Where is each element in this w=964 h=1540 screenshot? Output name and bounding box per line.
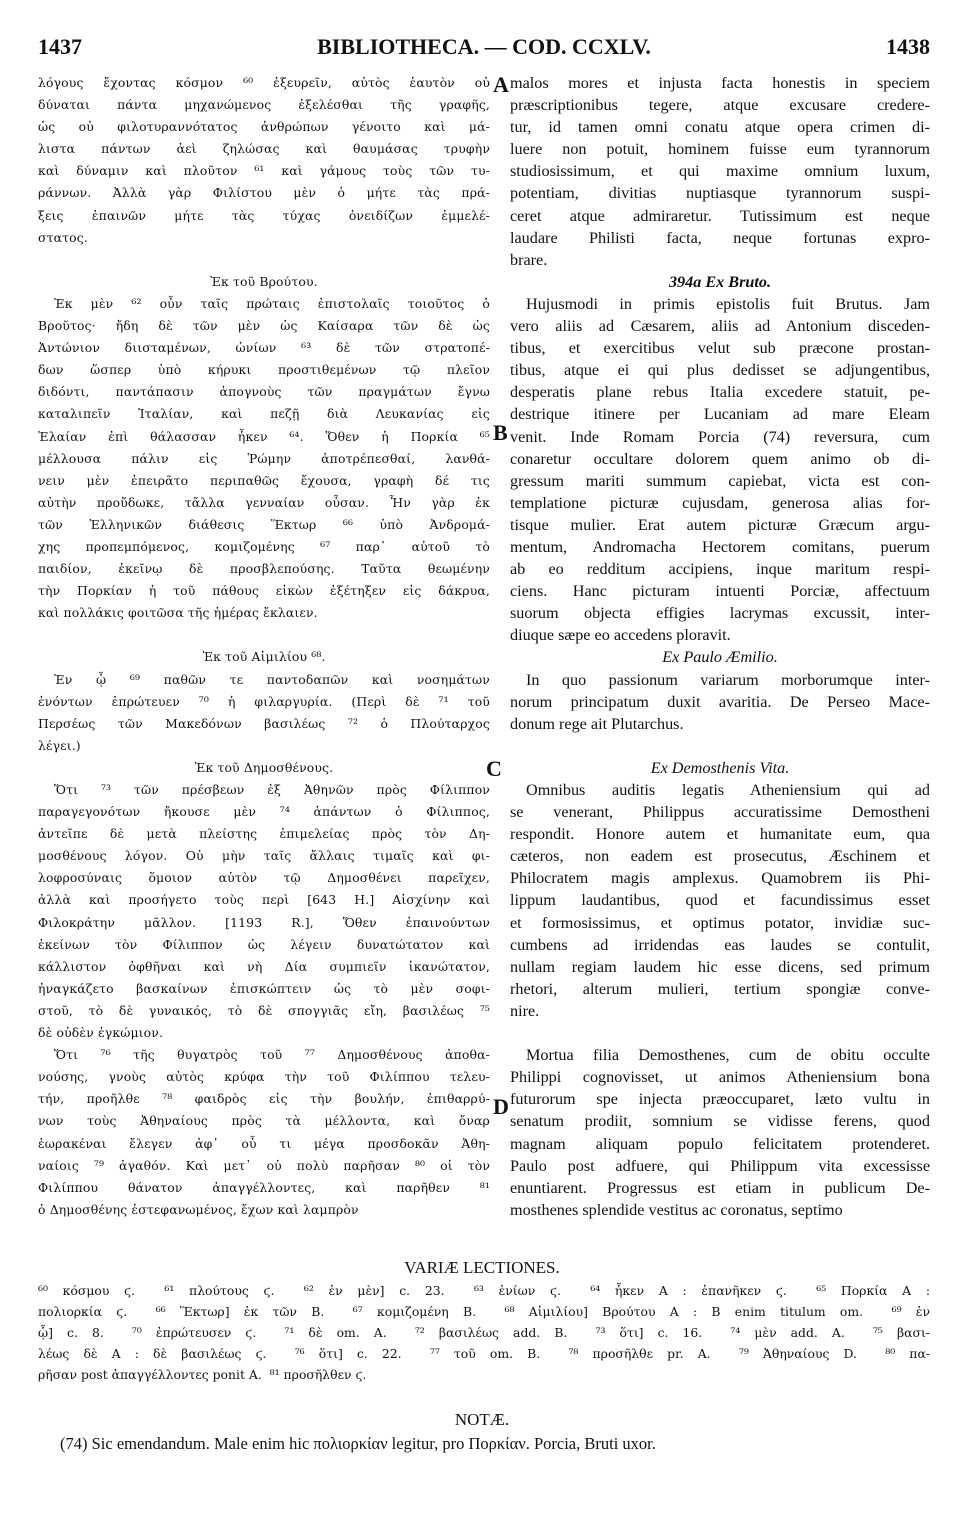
- latin-line: magnam aliquam populo felicitatem protenderet.: [510, 1134, 930, 1153]
- greek-line: Ἀντώνιον διισταμένων, ὠνίων ⁶³ δὲ τῶν στρατοπέ-: [38, 340, 490, 356]
- latin-line: præscriptionibus tegere, atque excusare credere-: [510, 96, 930, 115]
- greek-line: Ὅτι ⁷⁶ τῆς θυγατρὸς τοῦ ⁷⁷ Δημοσθένους ἀποθα-: [54, 1047, 490, 1063]
- latin-line: norum principatum duxit avaritia. De Perseo Mace-: [510, 692, 930, 711]
- greek-line: ἐκείνων τὸν Φίλιππον ὡς λέγειν δυνατώτατον καὶ: [38, 936, 490, 952]
- greek-line: νειν μὲν ἐπειρᾶτο περιπαθῶς ἔχουσα, γραφὴ δέ τις: [38, 472, 490, 488]
- latin-line: donum rege ait Plutarchus.: [510, 714, 684, 733]
- latin-line: Ex Paulo Æmilio.: [662, 648, 778, 667]
- latin-line: Ex Demosthenis Vita.: [650, 758, 790, 777]
- latin-line: senatum prodiit, somnium se vidisse ferens, quod: [510, 1112, 930, 1131]
- greek-line: Ἐκ τοῦ Βρούτου.: [210, 273, 318, 289]
- greek-line: τὴν Πορκίαν ἡ τοῦ πάθους εἰκὼν ἐξέτηξεν εἰς δάκρυα,: [38, 583, 490, 599]
- latin-line: mosthenes splendide vestitus ac coronatus, septimo: [510, 1200, 843, 1219]
- latin-line: cumbens ad irridendas eas laudes se contulit,: [510, 935, 930, 954]
- greek-line: στοῦ, τὸ δὲ γυναικός, τὸ δὲ σπογγιᾶς εἴη, βασιλέως ⁷⁵: [38, 1002, 490, 1018]
- greek-line: αὐτὴν προὔδωκε, τἄλλα γενναίαν οὖσαν. Ἦν γὰρ ἐκ: [38, 494, 490, 510]
- latin-line: [510, 1022, 930, 1044]
- greek-line: Ἐν ᾧ ⁶⁹ παθῶν τε παντοδαπῶν καὶ νοσημάτων: [54, 671, 490, 687]
- greek-line: Βροῦτος· ἤδη δὲ τῶν μὲν ὡς Καίσαρα τῶν δὲ ὡς: [38, 318, 490, 334]
- greek-line: λιστα πάντων ἀεὶ ζηλώσας καὶ θαυμάσας τρυφὴν: [38, 141, 490, 157]
- margin-marker-b: B: [493, 420, 508, 445]
- margin-marker-d: D: [493, 1094, 509, 1119]
- variae-lectiones-line: ᾧ] c. 8. ⁷⁰ ἐπρώτευσεν ϛ. ⁷¹ δὲ om. A. ⁷² βασιλέως add. B. ⁷³ ὅτι] c. 16. ⁷⁴ μὲν add. A. ⁷⁵ βασι-: [38, 1325, 930, 1340]
- greek-line: νούσης, γνοὺς αὐτὸς κρύφα τὴν τοῦ Φιλίππου τελευ-: [38, 1069, 490, 1085]
- latin-line: tisque mulier. Erat autem picturæ Græcum argu-: [510, 515, 930, 534]
- greek-line: παιδίον, ἐκεῖνῳ δὲ προσβλεπούσης. Ταῦτα θεωμένην: [38, 561, 490, 577]
- greek-line: Φιλοκράτην μᾶλλον. [1193 R.], Ὅθεν ἐπαινούντων: [38, 914, 490, 930]
- variae-lectiones-line: ⁶⁰ κόσμου ϛ. ⁶¹ πλούτους ϛ. ⁶² ἐν μὲν] c. 23. ⁶³ ἐνίων ϛ. ⁶⁴ ἧκεν A : ἐπανῆκεν ϛ. ⁶⁵ Πορκία A :: [38, 1283, 930, 1298]
- variae-lectiones-line: ρῆσαν post ἀπαγγέλλοντες ponit A. ⁸¹ προσῆλθεν ϛ.: [38, 1367, 367, 1382]
- running-title: BIBLIOTHECA. — COD. CCXLV.: [317, 34, 651, 59]
- greek-line: ὁ Δημοσθένης ἐστεφανωμένος, ἔχων καὶ λαμπρὸν: [38, 1201, 359, 1217]
- latin-line: Mortua filia Demosthenes, cum de obitu occulte: [526, 1046, 930, 1065]
- greek-line: ἀντεῖπε δὲ μετὰ πλείστης ἐπιμελείας πρὸς τὸν Δη-: [38, 826, 490, 842]
- greek-line: λέγει.): [38, 737, 81, 753]
- greek-line: Ἐκ τοῦ Αἰμιλίου ⁶⁸.: [202, 649, 326, 665]
- greek-line: καὶ πολλάκις φοιτῶσα τῆς ἡμέρας ἔκλαιεν.: [38, 605, 318, 621]
- margin-marker-a: A: [493, 72, 509, 97]
- latin-line: nire.: [510, 1001, 540, 1020]
- greek-line: στατος.: [38, 229, 88, 245]
- greek-line: τήν, προῆλθε ⁷⁸ φαιδρὸς εἰς τὴν βουλήν, ἐπιθαρρύ-: [38, 1091, 490, 1107]
- variae-lectiones-line: πολιορκία ϛ. ⁶⁶ Ἕκτωρ] ἐκ τῶν B. ⁶⁷ κομιζομένη B. ⁶⁸ Αἰμιλίου] Βρούτου A : B enim titulum om. ⁶⁹ ἐν: [38, 1304, 930, 1319]
- variae-lectiones-line: λέως δὲ A : δὲ βασιλέως ϛ. ⁷⁶ ὅτι] c. 22. ⁷⁷ τοῦ om. B. ⁷⁸ προσῆλθε pr. A. ⁷⁹ Ἀθηναίους D. ⁸⁰ πα-: [38, 1346, 930, 1361]
- latin-line: tibus, atque ei qui plus dedisset se adjungentibus,: [510, 361, 930, 380]
- greek-line: Ἐλαίαν ἐπὶ θάλασσαν ἧκεν ⁶⁴. Ὅθεν ἡ Πορκία ⁶⁵: [38, 428, 490, 444]
- greek-line: λόγους ἔχοντας κόσμον ⁶⁰ ἐξευρεῖν, αὐτὸς ἑαυτὸν οὐ: [38, 75, 490, 90]
- latin-line: templatione picturæ cujusdam, generosa alias for-: [510, 493, 930, 512]
- latin-line: diuque sæpe eo accedens ploravit.: [510, 626, 731, 645]
- latin-line: potentiam, divitias nuptiasque tyrannorum suspi-: [510, 184, 930, 203]
- latin-line: laudare Philisti facta, neque fortunas expro-: [510, 228, 930, 247]
- margin-marker-c: C: [486, 756, 502, 781]
- latin-line: studiosissimum, et qui maxime omnium luxum,: [510, 162, 930, 181]
- greek-line: Φιλίππου θάνατον ἀπαγγέλλοντες, καὶ παρῆθεν ⁸¹: [38, 1179, 490, 1195]
- greek-line: ἑωρακέναι ἔλεγεν ἀφ᾽ οὗ τι μέγα προσδοκᾶν Ἀθη-: [38, 1135, 490, 1151]
- greek-line: ὡς οὐ φιλοτυραννότατος ἀνθρώπων γένοιτο καὶ μά-: [38, 119, 490, 135]
- greek-line: ἐνόντων ἐπρώτευεν ⁷⁰ ἡ φιλαργυρία. (Περὶ δὲ ⁷¹ τοῦ: [38, 693, 490, 709]
- greek-line: διδόντι, παντάπασιν ἀπογνοὺς τῶν πραγμάτων ἔγνω: [38, 384, 490, 400]
- latin-line: et formosissimus, et optimus potator, invidiæ suc-: [510, 913, 930, 932]
- greek-line: ἀλλὰ καὶ προσήγετο τοὺς περὶ [643 H.] Αἰσχίνην καὶ: [38, 892, 490, 908]
- latin-line: tibus, et exercitibus velut sub præcone prostan-: [510, 339, 930, 358]
- latin-line: conaretur occultare dolorem quem animo ob di-: [510, 449, 930, 468]
- latin-line: Philocratem magis amplexus. Quamobrem iis Phi-: [510, 869, 930, 888]
- page-number-left: 1437: [38, 34, 82, 59]
- greek-line: τῶν Ἑλληνικῶν διάθεσις Ἕκτωρ ⁶⁶ ὑπὸ Ἀνδρομά-: [38, 516, 490, 532]
- greek-line: χης προπεμπόμενος, κομιζομένης ⁶⁷ παρ᾽ αὐτοῦ τὸ: [38, 538, 490, 554]
- greek-line: [38, 249, 490, 271]
- latin-line: vero aliis ad Cæsarem, aliis ad Antonium disceden-: [510, 317, 930, 336]
- latin-line: mentum, Andromacha Hectorem comitans, puerum: [510, 537, 930, 556]
- greek-line: νων τοὺς Ἀθηναίους πρὸς τὰ μέλλοντα, καὶ ὄναρ: [38, 1113, 490, 1129]
- latin-line: Paulo post adfuere, qui Philippum vita excessisse: [510, 1156, 930, 1175]
- latin-line: In quo passionum variarum morborumque inter-: [526, 670, 930, 689]
- greek-line: Ὅτι ⁷³ τῶν πρέσβεων ἐξ Ἀθηνῶν πρὸς Φίλιππον: [54, 782, 490, 797]
- latin-line: se venerant, Philippus accuratissime Demostheni: [510, 803, 930, 822]
- latin-line: rhetori, alterum mulieri, tertium spongiæ conve-: [510, 979, 930, 998]
- greek-line: παραγεγονότων ἤκουσε μὲν ⁷⁴ ἁπάντων ὁ Φίλιππος,: [38, 804, 490, 820]
- page-header: [38, 34, 930, 64]
- greek-line: ράννων. Ἀλλὰ γὰρ Φιλίστου μὲν ὁ μήτε τὰς πρά-: [38, 185, 490, 201]
- latin-line: 394a Ex Bruto.: [668, 272, 772, 291]
- latin-line: [510, 735, 930, 757]
- latin-line: venit. Inde Romam Porcia (74) reversura, cum: [510, 427, 930, 446]
- greek-line: Ἐκ μὲν ⁶² οὖν ταῖς πρώταις ἐπιστολαῖς τοιοῦτος ὁ: [54, 295, 490, 311]
- note-74: (74) Sic emendandum. Male enim hic πολιορκίαν legitur, pro Πορκίαν. Porcia, Bruti uxor.: [60, 1434, 656, 1453]
- page-number-right: 1438: [886, 34, 930, 59]
- greek-line: κάλλιστον ὀφθῆναι καὶ νὴ Δία συμπιεῖν ἱκανώτατον,: [38, 958, 490, 974]
- greek-line: μοσθένους λόγον. Οὐ μὴν ταῖς ἄλλαις τιμαῖς καὶ φι-: [38, 848, 490, 864]
- latin-line: cæteros, non eadem est prosecutus, Æschinem et: [510, 847, 930, 866]
- latin-line: enuntiarent. Progressus est etiam in publicum De-: [510, 1178, 930, 1197]
- latin-line: lippum laudantibus, quod et facundissimus esset: [510, 891, 930, 910]
- greek-line: λοφροσύναις ὅμοιον αὐτὸν τῷ Δημοσθένει παρεῖχεν,: [38, 870, 490, 886]
- greek-line: Ἐκ τοῦ Δημοσθένους.: [194, 759, 334, 775]
- latin-line: Omnibus auditis legatis Atheniensium qui ad: [526, 781, 930, 799]
- latin-line: desperatis plane rebus Italia excedere statuit, pe-: [510, 383, 930, 402]
- latin-column: [510, 72, 930, 1221]
- latin-line: malos mores et injusta facta honestis in speciem: [510, 74, 930, 92]
- latin-line: Philippi cognovisset, ut animos Atheniensium bona: [510, 1068, 930, 1087]
- latin-line: suorum objecta effigies lacrymas excussit, inter-: [510, 604, 930, 623]
- latin-line: ciens. Hanc picturam intuenti Porciæ, affectuum: [510, 582, 930, 601]
- latin-line: brare.: [510, 250, 548, 269]
- greek-line: ναίοις ⁷⁹ ἀγαθόν. Καὶ μετ᾽ οὐ πολὺ παρῆσαν ⁸⁰ οἱ τὸν: [38, 1157, 490, 1173]
- greek-line: δύναται πάντα μηχανώμενος ἐξελέσθαι τῆς γραφῆς,: [38, 97, 490, 113]
- greek-line: ξεις ἐπαινῶν μήτε τὰς τύχας ὀνειδίζων ἐμμελέ-: [38, 207, 490, 223]
- latin-line: luere non potuit, hominem fuisse eum tyrannorum: [510, 140, 930, 159]
- notae-title: NOTÆ.: [454, 1410, 510, 1429]
- greek-line: δὲ οὐδὲν ἐγκώμιον.: [38, 1025, 164, 1041]
- latin-line: futurorum spe injecta præoccuparet, læto vultu in: [510, 1090, 930, 1109]
- greek-line: ἠναγκάζετο βασκαίνων ἐπισκώπτειν ὡς τὸ μὲν σοφι-: [38, 980, 490, 996]
- latin-line: gressum mariti summum capiebat, victa est con-: [510, 471, 930, 490]
- greek-column: [38, 72, 490, 1221]
- latin-line: nullam regiam laudem hic esse dicens, sed primum: [510, 957, 930, 976]
- greek-line: Περσέως τῶν Μακεδόνων βασιλέως ⁷² ὁ Πλούταρχος: [38, 715, 490, 731]
- latin-line: tur, id tamen omni conatu atque opera crimen di-: [510, 118, 930, 137]
- greek-line: καὶ δύναμιν καὶ πλοῦτον ⁶¹ καὶ γάμους τοὺς τῶν τυ-: [38, 163, 490, 179]
- variae-lectiones: [38, 1280, 930, 1385]
- greek-line: μέλλουσα πάλιν εἰς Ῥώμην ἀποτρέπεσθαί, λανθά-: [38, 450, 490, 466]
- latin-line: ab eo redditum accipiens, inque maritum respi-: [510, 560, 930, 579]
- latin-line: Hujusmodi in primis epistolis fuit Brutus. Jam: [526, 294, 930, 313]
- greek-line: δων ὥσπερ ὑπὸ κήρυκι προστιθεμένων τῷ πλεῖον: [38, 362, 490, 378]
- variae-lectiones-title: VARIÆ LECTIONES.: [404, 1258, 560, 1277]
- greek-line: [38, 624, 490, 646]
- latin-line: destrique itinere per Lucaniam ad mare Eleam: [510, 405, 930, 424]
- latin-line: respondit. Honore autem et humanitate eum, qua: [510, 825, 930, 844]
- greek-line: καταλιπεῖν Ἰταλίαν, καὶ πεζῇ διὰ Λευκανίας εἰς: [38, 406, 490, 422]
- latin-line: ceret atque admiraretur. Tutissimum est neque: [510, 206, 930, 225]
